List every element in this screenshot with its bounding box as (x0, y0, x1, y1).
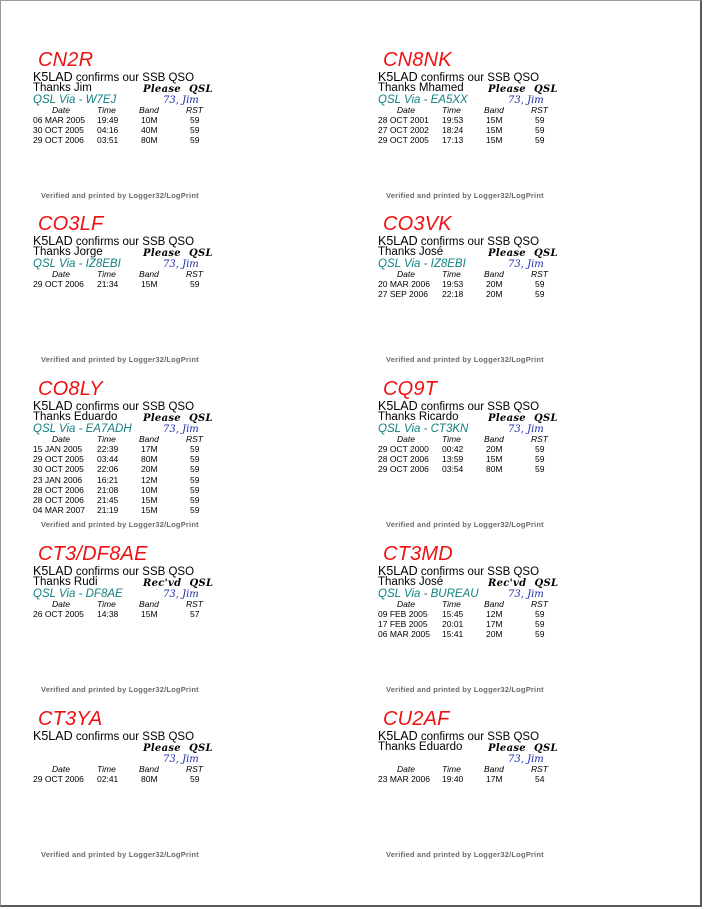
thanks-line: Thanks José (378, 576, 444, 588)
qsl-via-line: QSL Via - IZ8EBI (378, 258, 466, 270)
qso-rst: 59 (535, 609, 545, 619)
signature: 73, Jim (508, 95, 544, 106)
col-header-rst: RST (186, 269, 203, 279)
qso-band: 15M (486, 454, 503, 465)
signature: 73, Jim (508, 754, 544, 765)
qsl-label-ct3ya (33, 704, 363, 864)
col-header-date: Date (397, 764, 415, 774)
qso-band: 80M (141, 454, 158, 465)
qso-date: 29 OCT 2005 (378, 135, 429, 146)
col-header-time: Time (442, 599, 461, 609)
qso-band: 20M (141, 464, 158, 475)
qso-band: 20M (486, 444, 503, 454)
col-header-rst: RST (531, 105, 548, 115)
qso-time: 15:45 (442, 609, 464, 619)
qso-time: 14:38 (97, 609, 119, 619)
qso-rst: 59 (190, 505, 200, 516)
qso-date: 29 OCT 2006 (33, 135, 84, 146)
qso-rst: 59 (535, 115, 545, 125)
qso-rst: 59 (190, 774, 200, 784)
confirm-text: confirms our SSB QSO (75, 566, 195, 578)
qso-rst: 59 (535, 454, 545, 465)
col-header-band: Band (484, 599, 504, 609)
qso-time: 21:45 (97, 495, 119, 505)
qso-band: 10M (141, 484, 158, 495)
confirm-line (33, 729, 194, 743)
my-callsign: K5LAD (378, 399, 418, 413)
qso-rst: 54 (535, 774, 545, 784)
qsl-status (143, 578, 213, 589)
col-header-band: Band (139, 269, 159, 279)
qso-date: 17 FEB 2005 (378, 619, 428, 630)
my-callsign: K5LAD (33, 564, 73, 578)
qsl-via-line: QSL Via - W7EJ (33, 94, 117, 106)
qsl-status-word: Please (143, 84, 181, 95)
qsl-status-word: Rec'vd (488, 578, 527, 589)
qso-band: 80M (141, 774, 158, 784)
confirm-text: confirms our SSB QSO (75, 401, 195, 413)
qso-date: 28 OCT 2006 (33, 495, 84, 505)
qso-time: 21:08 (97, 484, 119, 495)
qsl-via-line: QSL Via - CT3KN (378, 423, 469, 435)
confirm-text: confirms our SSB QSO (420, 566, 540, 578)
col-header-time: Time (97, 764, 116, 774)
confirm-text: confirms our SSB QSO (420, 731, 540, 743)
qso-band: 20M (486, 289, 503, 300)
label-callsign: CQ9T (383, 378, 438, 400)
col-header-date: Date (397, 105, 415, 115)
my-callsign: K5LAD (33, 399, 73, 413)
qsl-via-line: QSL Via - DF8AE (33, 588, 123, 600)
qsl-label-co3vk (378, 209, 704, 369)
col-header-date: Date (52, 764, 70, 774)
confirm-text: confirms our SSB QSO (75, 236, 195, 248)
thanks-line: Thanks Ricardo (378, 411, 459, 423)
qso-date: 04 MAR 2007 (33, 505, 85, 516)
qso-band: 17M (486, 619, 503, 630)
label-footer: Verified and printed by Logger32/LogPrint (386, 850, 544, 859)
confirm-text: confirms our SSB QSO (75, 72, 195, 84)
qso-time: 19:49 (97, 115, 119, 125)
qso-rst: 59 (190, 474, 200, 485)
signature: 73, Jim (508, 259, 544, 270)
qso-time: 13:59 (442, 454, 464, 465)
qso-band: 12M (141, 474, 158, 485)
qso-date: 23 MAR 2006 (378, 774, 430, 784)
qso-rst: 59 (535, 619, 545, 630)
qsl-status-word: Please (488, 248, 526, 259)
col-header-band: Band (139, 434, 159, 444)
my-callsign: K5LAD (378, 70, 418, 84)
label-footer: Verified and printed by Logger32/LogPrint (386, 685, 544, 694)
qso-time: 19:53 (442, 115, 464, 125)
qso-time: 18:24 (442, 125, 464, 136)
signature: 73, Jim (163, 589, 199, 600)
label-footer: Verified and printed by Logger32/LogPrint (386, 355, 544, 364)
col-header-rst: RST (186, 599, 203, 609)
qsl-status (488, 743, 558, 754)
col-header-rst: RST (186, 434, 203, 444)
qsl-label-co8ly (33, 374, 363, 534)
qso-band: 10M (141, 115, 158, 125)
col-header-band: Band (484, 105, 504, 115)
qso-band: 15M (486, 115, 503, 125)
my-callsign: K5LAD (33, 70, 73, 84)
qsl-status-word: Please (488, 743, 526, 754)
qso-time: 22:39 (97, 444, 119, 454)
label-footer: Verified and printed by Logger32/LogPrint (41, 850, 199, 859)
qsl-label-co3lf (33, 209, 363, 369)
thanks-line: Thanks Jorge (33, 246, 103, 258)
qso-rst: 59 (190, 454, 200, 465)
confirm-text: confirms our SSB QSO (420, 72, 540, 84)
signature: 73, Jim (163, 259, 199, 270)
qso-band: 15M (141, 279, 158, 289)
qso-rst: 59 (535, 279, 545, 289)
qsl-status (143, 413, 213, 424)
qso-rst: 59 (190, 125, 200, 136)
qso-time: 21:19 (97, 505, 119, 516)
qso-time: 22:06 (97, 464, 119, 475)
col-header-rst: RST (186, 105, 203, 115)
label-callsign: CO3LF (38, 213, 104, 235)
qsl-status-word: Please (488, 84, 526, 95)
qsl-label-ct3-df8ae (33, 539, 363, 699)
qsl-status (143, 84, 213, 95)
confirm-text: confirms our SSB QSO (75, 731, 195, 743)
col-header-band: Band (484, 764, 504, 774)
qso-rst: 59 (535, 464, 545, 475)
qso-rst: 59 (190, 495, 200, 505)
qso-band: 20M (486, 629, 503, 640)
qso-band: 17M (486, 774, 503, 784)
my-callsign: K5LAD (378, 564, 418, 578)
qso-rst: 59 (535, 629, 545, 640)
qso-date: 15 JAN 2005 (33, 444, 83, 454)
qso-band: 15M (141, 495, 158, 505)
qso-rst: 59 (190, 115, 200, 125)
qso-rst: 59 (535, 444, 545, 454)
my-callsign: K5LAD (33, 234, 73, 248)
label-callsign: CU2AF (383, 708, 450, 730)
label-callsign: CT3YA (38, 708, 103, 730)
col-header-date: Date (397, 269, 415, 279)
qso-time: 04:16 (97, 125, 119, 136)
label-callsign: CN8NK (383, 49, 452, 71)
col-header-band: Band (484, 269, 504, 279)
thanks-line: Thanks Jim (33, 82, 92, 94)
signature: 73, Jim (508, 424, 544, 435)
qsl-status (488, 413, 558, 424)
qsl-word: QSL (533, 84, 558, 95)
qsl-status (488, 578, 558, 589)
qso-date: 28 OCT 2006 (378, 454, 429, 465)
col-header-rst: RST (531, 764, 548, 774)
col-header-time: Time (97, 599, 116, 609)
col-header-time: Time (442, 434, 461, 444)
qso-time: 22:18 (442, 289, 464, 300)
col-header-date: Date (52, 105, 70, 115)
qso-date: 30 OCT 2005 (33, 125, 84, 136)
qsl-via-line: QSL Via - EA5XX (378, 94, 468, 106)
qsl-via-line: QSL Via - EA7ADH (33, 423, 132, 435)
qso-time: 15:41 (442, 629, 464, 640)
label-footer: Verified and printed by Logger32/LogPrint (386, 520, 544, 529)
col-header-time: Time (442, 269, 461, 279)
qso-rst: 59 (190, 279, 200, 289)
col-header-date: Date (52, 434, 70, 444)
qsl-label-cn2r (33, 45, 363, 205)
qsl-status (488, 248, 558, 259)
qso-time: 21:34 (97, 279, 119, 289)
qso-band: 12M (486, 609, 503, 619)
qso-date: 29 OCT 2005 (33, 454, 84, 465)
qsl-status-word: Please (143, 743, 181, 754)
qso-date: 29 OCT 2000 (378, 444, 429, 454)
qsl-word: QSL (188, 413, 213, 424)
thanks-line: Thanks Rudi (33, 576, 98, 588)
thanks-line: Thanks Mhamed (378, 82, 464, 94)
col-header-rst: RST (531, 269, 548, 279)
qso-band: 80M (141, 135, 158, 146)
col-header-date: Date (52, 269, 70, 279)
my-callsign: K5LAD (378, 729, 418, 743)
qso-band: 20M (486, 279, 503, 289)
label-callsign: CT3/DF8AE (38, 543, 148, 565)
col-header-band: Band (139, 599, 159, 609)
qsl-word: QSL (189, 578, 214, 589)
qso-date: 30 OCT 2005 (33, 464, 84, 475)
qso-rst: 57 (190, 609, 200, 619)
col-header-time: Time (442, 764, 461, 774)
my-callsign: K5LAD (378, 234, 418, 248)
confirm-text: confirms our SSB QSO (420, 236, 540, 248)
qso-rst: 59 (190, 484, 200, 495)
qso-date: 06 MAR 2005 (378, 629, 430, 640)
signature: 73, Jim (508, 589, 544, 600)
col-header-date: Date (397, 434, 415, 444)
label-footer: Verified and printed by Logger32/LogPrint (41, 191, 199, 200)
qso-rst: 59 (535, 125, 545, 136)
label-callsign: CO3VK (383, 213, 452, 235)
label-footer: Verified and printed by Logger32/LogPrint (41, 355, 199, 364)
qso-band: 17M (141, 444, 158, 454)
qso-rst: 59 (190, 444, 200, 454)
qso-date: 29 OCT 2006 (378, 464, 429, 475)
my-callsign: K5LAD (33, 729, 73, 743)
qsl-via-line: QSL Via - IZ8EBI (33, 258, 121, 270)
qsl-label-cq9t (378, 374, 704, 534)
signature: 73, Jim (163, 95, 199, 106)
qso-date: 06 MAR 2005 (33, 115, 85, 125)
qso-date: 28 OCT 2006 (33, 484, 84, 495)
col-header-rst: RST (531, 599, 548, 609)
qso-date: 09 FEB 2005 (378, 609, 428, 619)
qsl-status-word: Please (143, 413, 181, 424)
qso-rst: 59 (190, 135, 200, 146)
qso-time: 00:42 (442, 444, 464, 454)
qso-date: 23 JAN 2006 (33, 474, 83, 485)
col-header-time: Time (97, 269, 116, 279)
qso-time: 16:21 (97, 474, 119, 485)
qso-time: 02:41 (97, 774, 119, 784)
qso-time: 03:44 (97, 454, 119, 465)
col-header-time: Time (442, 105, 461, 115)
qso-date: 27 OCT 2002 (378, 125, 429, 136)
qso-date: 29 OCT 2006 (33, 774, 84, 784)
thanks-line: Thanks Eduardo (33, 411, 118, 423)
qsl-word: QSL (533, 248, 558, 259)
col-header-time: Time (97, 105, 116, 115)
qso-band: 15M (486, 135, 503, 146)
label-footer: Verified and printed by Logger32/LogPrint (41, 685, 199, 694)
qsl-label-cn8nk (378, 45, 704, 205)
qsl-status (143, 248, 213, 259)
qso-time: 03:51 (97, 135, 119, 146)
qsl-label-ct3md (378, 539, 704, 699)
col-header-band: Band (139, 105, 159, 115)
label-callsign: CN2R (38, 49, 94, 71)
qsl-word: QSL (188, 84, 213, 95)
qso-date: 26 OCT 2005 (33, 609, 84, 619)
thanks-line: Thanks José (378, 246, 444, 258)
qsl-word: QSL (533, 743, 558, 754)
col-header-time: Time (97, 434, 116, 444)
qso-band: 15M (486, 125, 503, 136)
qso-date: 28 OCT 2001 (378, 115, 429, 125)
qso-time: 03:54 (442, 464, 464, 475)
qsl-status-word: Please (143, 248, 181, 259)
qsl-status (143, 743, 213, 754)
qso-band: 40M (141, 125, 158, 136)
qso-date: 29 OCT 2006 (33, 279, 84, 289)
qso-time: 19:53 (442, 279, 464, 289)
qso-time: 17:13 (442, 135, 464, 146)
qso-time: 20:01 (442, 619, 464, 630)
qso-rst: 59 (535, 289, 545, 300)
qso-band: 15M (141, 609, 158, 619)
qso-rst: 59 (190, 464, 200, 475)
col-header-date: Date (52, 599, 70, 609)
qsl-word: QSL (188, 743, 213, 754)
col-header-rst: RST (531, 434, 548, 444)
qsl-word: QSL (534, 578, 559, 589)
label-footer: Verified and printed by Logger32/LogPrint (41, 520, 199, 529)
qso-band: 80M (486, 464, 503, 475)
signature: 73, Jim (163, 424, 199, 435)
qsl-status-word: Please (488, 413, 526, 424)
label-callsign: CT3MD (383, 543, 453, 565)
col-header-band: Band (139, 764, 159, 774)
qso-time: 19:40 (442, 774, 464, 784)
qsl-status (488, 84, 558, 95)
qsl-status-word: Rec'vd (143, 578, 182, 589)
qso-date: 27 SEP 2006 (378, 289, 428, 300)
label-callsign: CO8LY (38, 378, 103, 400)
qsl-label-cu2af (378, 704, 704, 864)
qsl-word: QSL (188, 248, 213, 259)
qso-band: 15M (141, 505, 158, 516)
thanks-line: Thanks Eduardo (378, 741, 463, 753)
qsl-word: QSL (533, 413, 558, 424)
qso-rst: 59 (535, 135, 545, 146)
qso-date: 20 MAR 2006 (378, 279, 430, 289)
qsl-via-line: QSL Via - BUREAU (378, 588, 479, 600)
confirm-text: confirms our SSB QSO (420, 401, 540, 413)
col-header-band: Band (484, 434, 504, 444)
col-header-date: Date (397, 599, 415, 609)
col-header-rst: RST (186, 764, 203, 774)
signature: 73, Jim (163, 754, 199, 765)
label-footer: Verified and printed by Logger32/LogPrint (386, 191, 544, 200)
